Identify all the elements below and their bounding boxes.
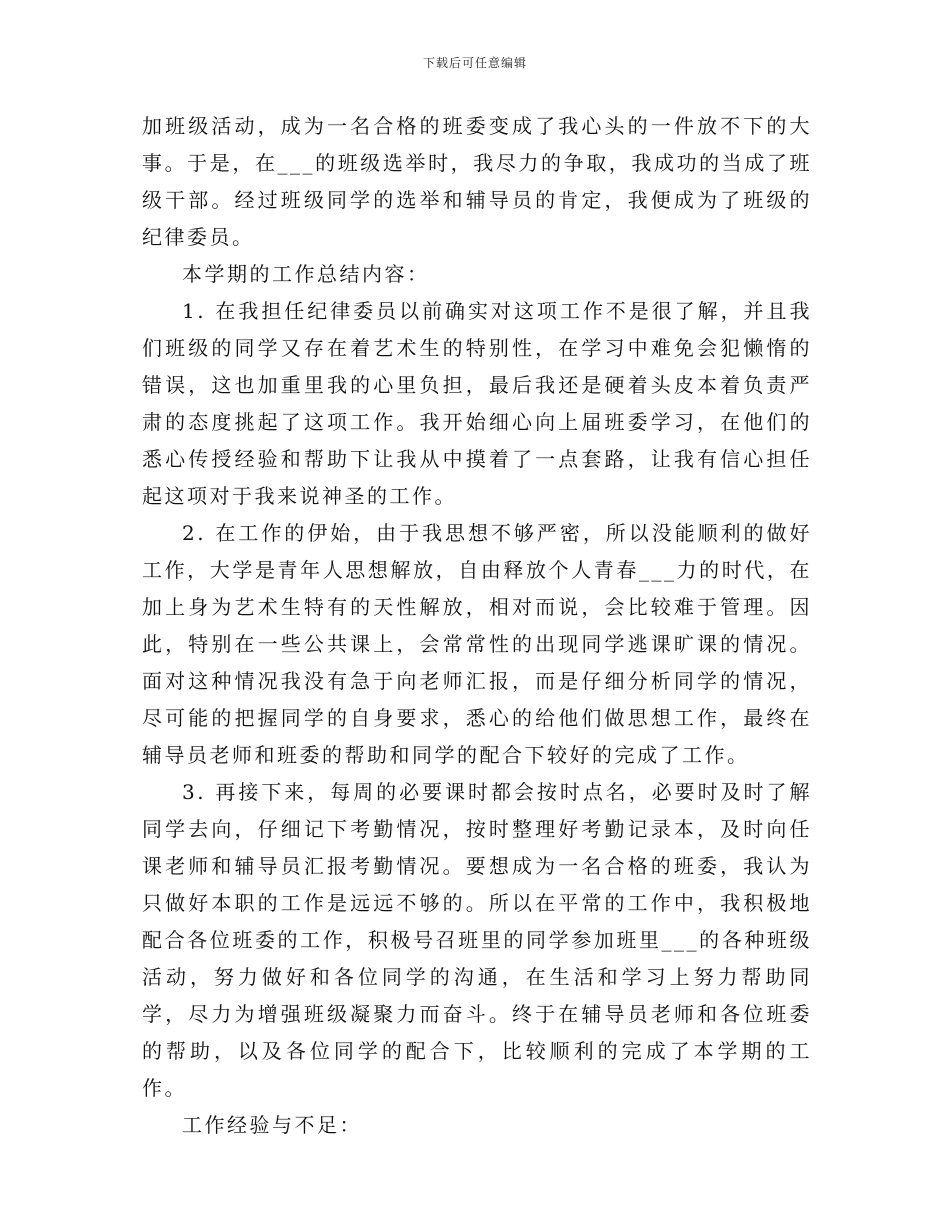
paragraph-item-2: 2. 在工作的伊始，由于我思想不够严密，所以没能顺利的做好工作，大学是青年人思想解放，自由释放个人青春___力的时代，在加上身为艺术生特有的天性解放，相对而说，会比较难于管理。因此，特别在一些公共课上，会常常性的出现同学逃课旷课的情况。面对这种情况我没有急于向老师汇报，而是仔细分析同学的情况，尽可能的把握同学的自身要求，悉心的给他们做思想工作，最终在辅导员老师和班委的帮助和同学的配合下较好的完成了工作。 [142, 521, 812, 767]
paragraph-item-1: 1. 在我担任纪律委员以前确实对这项工作不是很了解，并且我们班级的同学又存在着艺术生的特别性，在学习中难免会犯懒惰的错误，这也加重里我的心里负担，最后我还是硬着头皮本着负责严肃的态度挑起了这项工作。我开始细心向上届班委学习，在他们的悉心传授经验和帮助下让我从中摸着了一点套路，让我有信心担任起这项对于我来说神圣的工作。 [142, 299, 812, 508]
paragraph-continuation: 加班级活动，成为一名合格的班委变成了我心头的一件放不下的大事。于是，在___的班级选举时，我尽力的争取，我成功的当成了班级干部。经过班级同学的选举和辅导员的肯定，我便成为了班级的纪律委员。 [142, 114, 812, 249]
section-heading-experience: 工作经验与不足： [182, 1113, 362, 1137]
section-heading-summary: 本学期的工作总结内容： [182, 262, 430, 286]
header-note: 下载后可任意编辑 [422, 56, 527, 70]
paragraph-item-3: 3. 再接下来，每周的必要课时都会按时点名，必要时及时了解同学去向，仔细记下考勤情况，按时整理好考勤记录本，及时向任课老师和辅导员汇报考勤情况。要想成为一名合格的班委，我认为只做好本职的工作是远远不够的。所以在平常的工作中，我积极地配合各位班委的工作，积极号召班里的同学参加班里___的各种班级活动，努力做好和各位同学的沟通，在生活和学习上努力帮助同学，尽力为增强班级凝聚力而奋斗。终于在辅导员老师和各位班委的帮助，以及各位同学的配合下，比较顺利的完成了本学期的工作。 [142, 780, 812, 1100]
document-body [142, 108, 812, 1144]
